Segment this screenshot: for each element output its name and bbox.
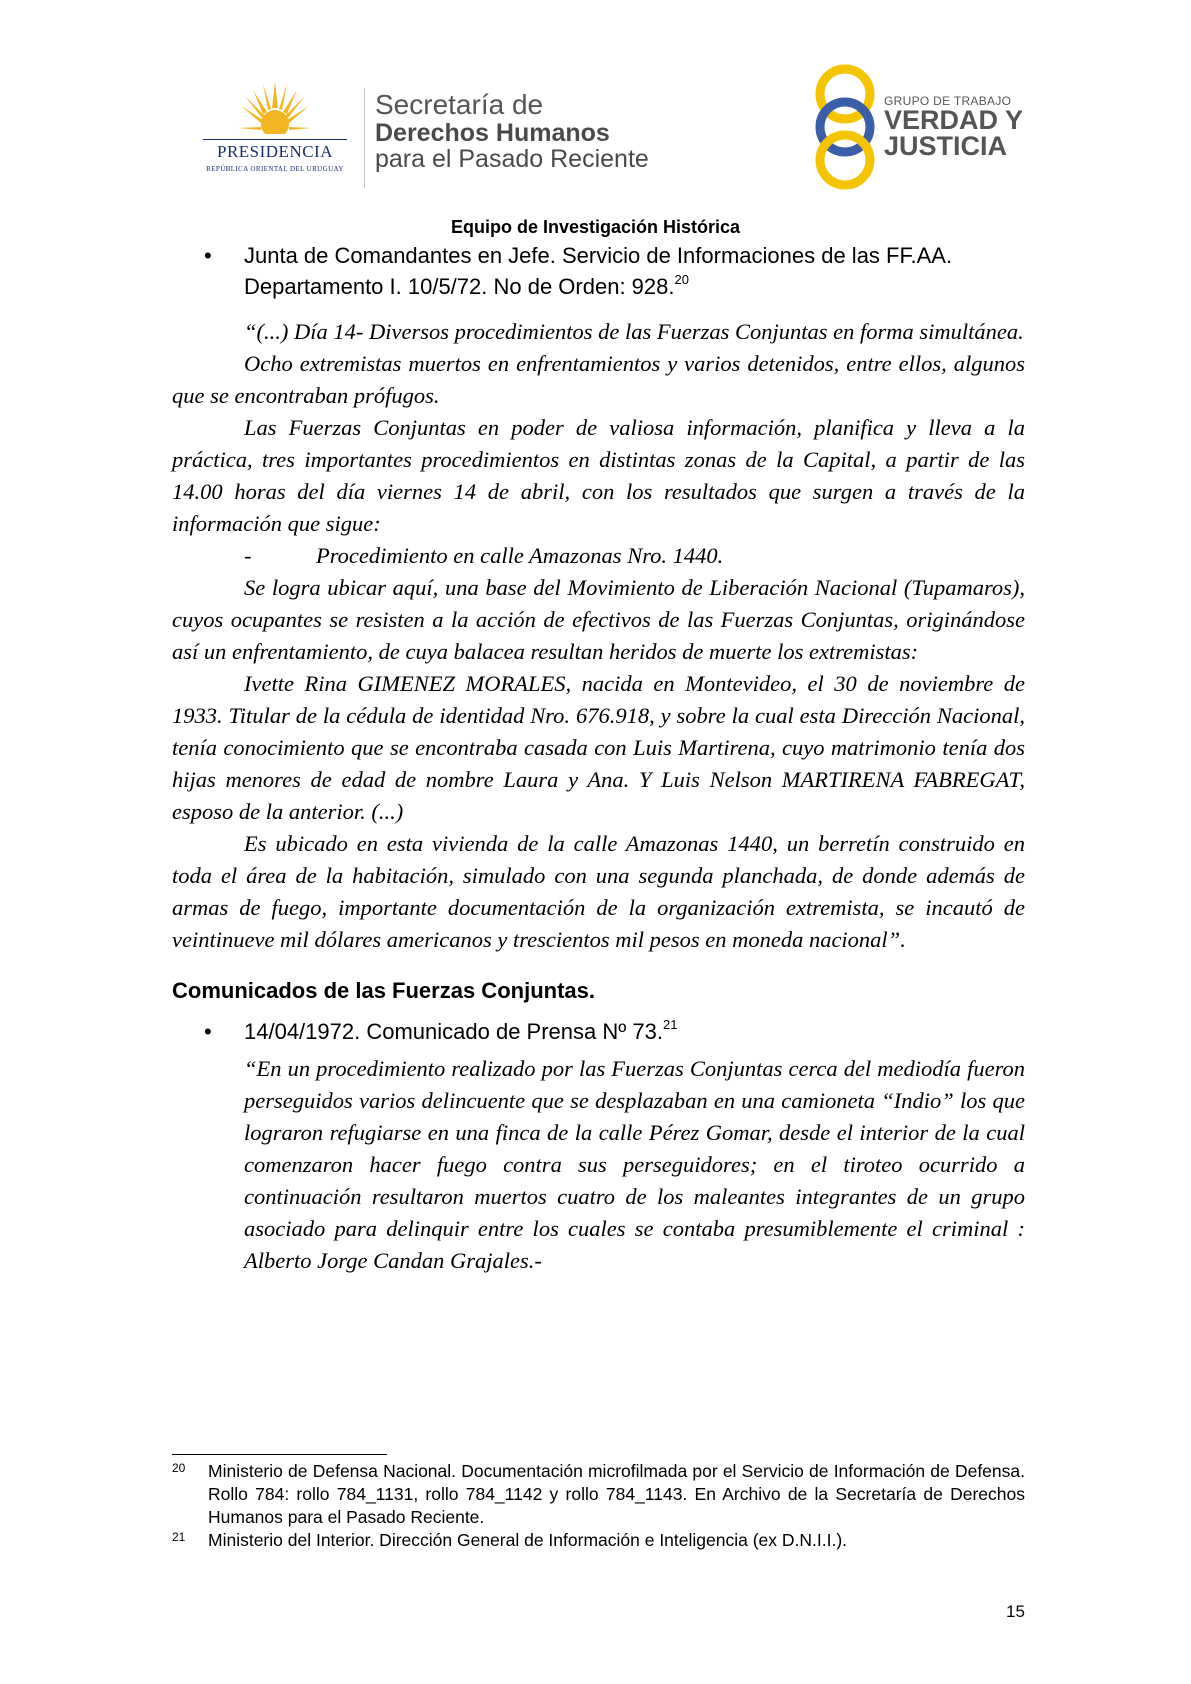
footnote-separator	[172, 1454, 387, 1455]
justicia-label: JUSTICIA	[884, 131, 1008, 161]
footnote-ref[interactable]: 20	[674, 272, 689, 287]
secretaria-line3: para el Pasado Reciente	[375, 145, 649, 173]
quote-paragraph: Ocho extremistas muertos en enfrentamientos y varios detenidos, entre ellos, algunos que se encontraban prófugos.	[172, 351, 1025, 408]
verdad-label: VERDAD Y	[884, 105, 1024, 135]
quote-paragraph: Es ubicado en esta vivienda de la calle Amazonas 1440, un berretín construido en toda el área de la habitación, simulado con una segunda planchada, de donde además de armas de fuego, importante documentación de la organización extremista, se incautó de veintinueve mil dólares americanos y trescientos mil pesos en moneda nacional”.	[172, 831, 1025, 952]
bullet-icon: •	[204, 1019, 212, 1044]
quote-paragraph: Se logra ubicar aquí, una base del Movimiento de Liberación Nacional (Tupamaros), cuyos ocupantes se resisten a la acción de efectivos de las Fuerzas Conjuntas, originándose así un enfrentamiento, de cuya balacea resultan heridos de muerte los extremistas:	[172, 575, 1025, 664]
rings-icon	[810, 62, 880, 192]
team-title: Equipo de Investigación Histórica	[450, 217, 741, 237]
secretaria-line2: Derechos Humanos	[375, 119, 610, 147]
presidencia-rule	[203, 139, 347, 140]
dash-item-text: Procedimiento en calle Amazonas Nro. 1440.	[316, 543, 724, 568]
grupo-trabajo-label: GRUPO DE TRABAJO	[884, 94, 1012, 108]
presidencia-subtitle: REPÚBLICA ORIENTAL DEL URUGUAY	[206, 165, 344, 173]
presidencia-name: PRESIDENCIA	[216, 142, 333, 161]
secretaria-logo	[375, 90, 649, 172]
footnotes	[172, 1460, 1025, 1552]
header-divider	[364, 88, 365, 188]
bullet-line-2: Departamento I. 10/5/72. No de Orden: 928.	[244, 274, 675, 299]
bullet-icon: •	[204, 243, 212, 268]
page-number: 15	[1006, 1602, 1025, 1621]
bullet-item-junta	[172, 240, 1025, 302]
footnote-ref[interactable]: 21	[662, 1017, 678, 1032]
footnote	[172, 1529, 1025, 1552]
bullet-line-1: Junta de Comandantes en Jefe. Servicio de Informaciones de las FF.AA.	[244, 243, 953, 268]
footnote-text: Ministerio del Interior. Dirección General de Información e Inteligencia (ex D.N.I.I.).	[208, 1530, 848, 1550]
bullet-text: 14/04/1972. Comunicado de Prensa Nº 73.	[244, 1019, 663, 1044]
dash-mark: -	[244, 543, 252, 568]
dash-item	[172, 540, 1025, 572]
page-header	[0, 0, 1191, 237]
sun-icon	[239, 82, 311, 138]
section-heading: Comunicados de las Fuerzas Conjuntas.	[172, 978, 595, 1003]
footnote-number: 20	[172, 1461, 186, 1475]
main-content	[172, 240, 1025, 1277]
quote-paragraph: Ivette Rina GIMENEZ MORALES, nacida en Montevideo, el 30 de noviembre de 1933. Titular de la cédula de identidad Nro. 676.918, y sobre la cual esta Dirección Nacional, tenía conocimiento que se encontraba casada con Luis Martirena, cuyo matrimonio tenía dos hijas menores de edad de nombre Laura y Ana. Y Luis Nelson MARTIRENA FABREGAT, esposo de la anterior. (...)	[172, 671, 1025, 824]
quote-block-2: “En un procedimiento realizado por las Fuerzas Conjuntas cerca del mediodía fueron perseguidos varios delincuente que se desplazaban en una camioneta “Indio” los que lograron refugiarse en una finca de la calle Pérez Gomar, desde el interior de la cual comenzaron hacer fuego contra sus perseguidores; en el tiroteo ocurrido a continuación resultaron muertos cuatro de los maleantes integrantes de un grupo asociado para delinquir entre los cuales se contaba presumiblemente el criminal : Alberto Jorge Candan Grajales.-	[244, 1056, 1025, 1273]
footnote	[172, 1460, 1025, 1529]
presidencia-logo	[195, 82, 355, 182]
secretaria-line1: Secretaría de	[375, 89, 544, 120]
footnote-number: 21	[172, 1530, 186, 1544]
footnote-text: Ministerio de Defensa Nacional. Documentación microfilmada por el Servicio de Información de Defensa. Rollo 784: rollo 784_1131, rollo 784_1142 y rollo 784_1143. En Archivo de la Secretaría de Derechos Humanos para el Pasado Reciente.	[208, 1461, 1025, 1527]
bullet-item-comunicado	[172, 1016, 1025, 1047]
quote-paragraph: Las Fuerzas Conjuntas en poder de valiosa información, planifica y lleva a la práctica, tres importantes procedimientos en distintas zonas de la Capital, a partir de las 14.00 horas del día viernes 14 de abril, con los resultados que surgen a través de la información que sigue:	[172, 415, 1025, 536]
quote-paragraph: “(...) Día 14- Diversos procedimientos de las Fuerzas Conjuntas en forma simultánea.	[244, 319, 1024, 344]
verdad-justicia-logo	[810, 62, 1050, 192]
quote-block-1	[172, 316, 1025, 956]
